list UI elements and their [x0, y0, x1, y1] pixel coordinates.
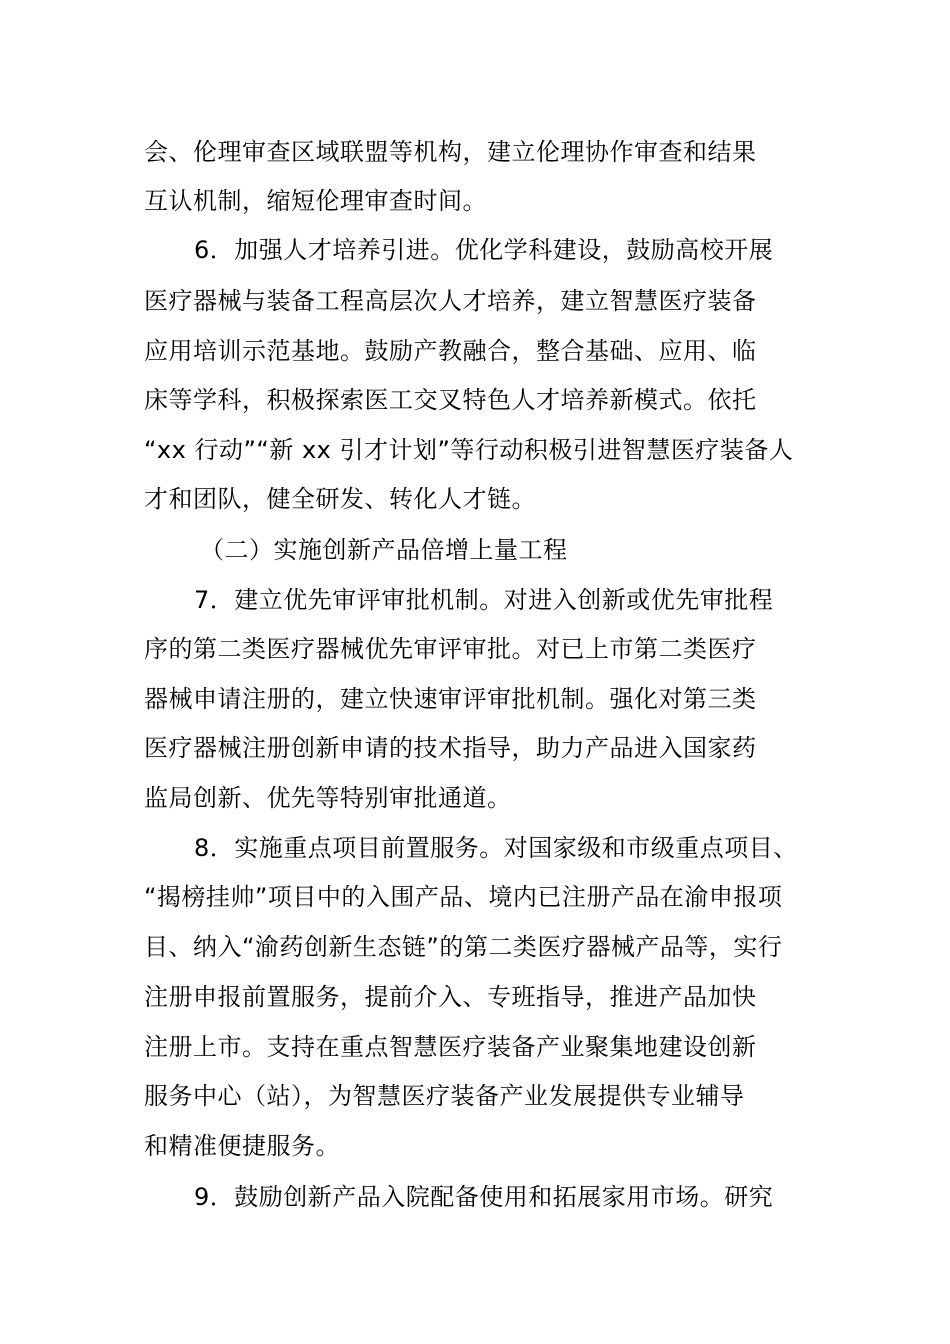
- paragraph-8-start: 8．实施重点项目前置服务。对国家级和市级重点项目、: [194, 834, 798, 862]
- text-line: “xx 行动”“新 xx 引才计划”等行动积极引进智慧医疗装备人: [144, 436, 794, 464]
- text-line: 应用培训示范基地。鼓励产教融合，整合基础、应用、临: [144, 337, 757, 365]
- text-line: 注册上市。支持在重点智慧医疗装备产业聚集地建设创新: [144, 1033, 757, 1061]
- paragraph-9-start: 9．鼓励创新产品入院配备使用和拓展家用市场。研究: [194, 1183, 774, 1211]
- text-line: “揭榜挂帅”项目中的入围产品、境内已注册产品在渝申报项: [144, 883, 783, 911]
- text-line: 医疗器械注册创新申请的技术指导，助力产品进入国家药: [144, 734, 757, 762]
- text-line: 目、纳入“渝药创新生态链”的第二类医疗器械产品等，实行: [144, 933, 783, 961]
- text-line: 和精准便捷服务。: [144, 1132, 340, 1160]
- text-line: 会、伦理审查区域联盟等机构，建立伦理协作审查和结果: [144, 138, 757, 166]
- text-line: 才和团队，健全研发、转化人才链。: [144, 485, 536, 513]
- paragraph-7-start: 7．建立优先审评审批机制。对进入创新或优先审批程: [194, 586, 774, 614]
- paragraph-6-start: 6．加强人才培养引进。优化学科建设，鼓励高校开展: [194, 236, 774, 264]
- text-line: 注册申报前置服务，提前介入、专班指导，推进产品加快: [144, 983, 757, 1011]
- text-line: 服务中心（站），为智慧医疗装备产业发展提供专业辅导: [144, 1082, 745, 1110]
- section-heading: （二）实施创新产品倍增上量工程: [200, 536, 568, 564]
- text-line: 器械申请注册的，建立快速审评审批机制。强化对第三类: [144, 685, 757, 713]
- text-line: 监局创新、优先等特别审批通道。: [144, 784, 512, 812]
- text-line: 床等学科，积极探索医工交叉特色人才培养新模式。依托: [144, 386, 757, 414]
- text-line: 医疗器械与装备工程高层次人才培养，建立智慧医疗装备: [144, 287, 757, 315]
- text-line: 互认机制，缩短伦理审查时间。: [144, 187, 487, 215]
- text-line: 序的第二类医疗器械优先审评审批。对已上市第二类医疗: [144, 635, 757, 663]
